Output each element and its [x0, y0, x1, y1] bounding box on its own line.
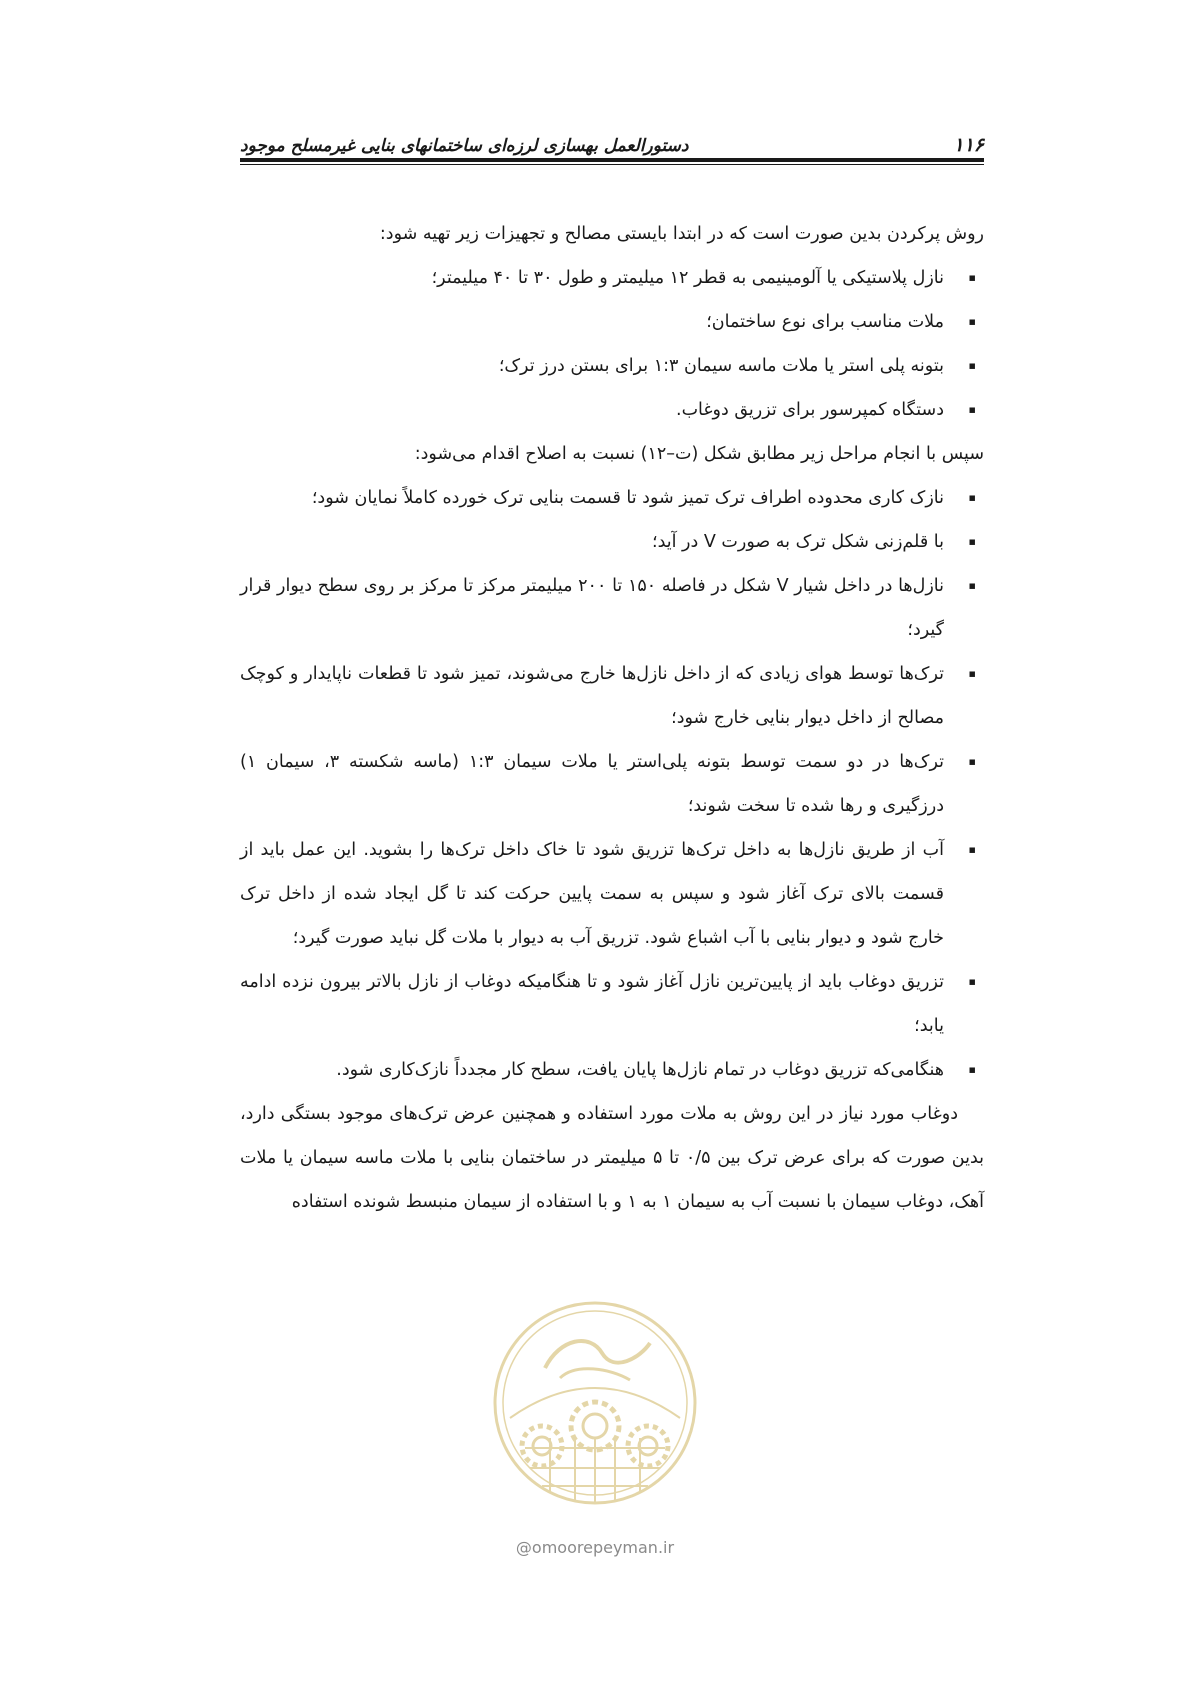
list-item — [240, 476, 976, 520]
header-rule-thick — [240, 158, 984, 162]
bullet-icon: ▪ — [968, 315, 976, 328]
list-item — [240, 652, 976, 740]
bullet-icon: ▪ — [968, 271, 976, 284]
header-rule-thin — [240, 164, 984, 165]
document-body — [240, 212, 984, 1224]
list-item-text: نازک کاری محدوده اطراف ترک تمیز شود تا قسمت بنایی ترک خورده کاملاً نمایان شود؛ — [311, 488, 944, 508]
list-item — [240, 256, 976, 300]
bullet-icon: ▪ — [968, 755, 976, 768]
list-item-text: آب از طریق نازل‌ها به داخل ترک‌ها تزریق شود تا خاک داخل ترک‌ها را بشوید. این عمل باید از قسمت بالای ترک آغاز شود و سپس به سمت پایین حرکت کند تا گل ایجاد شده از داخل ترک خارج شود و دیوار بنایی با آب اشباع شود. تزریق آب به دیوار با ملات گل نباید صورت گیرد؛ — [240, 840, 944, 948]
list-item-text: هنگامی‌که تزریق دوغاب در تمام نازل‌ها پایان یافت، سطح کار مجدداً نازک‌کاری شود. — [336, 1060, 944, 1080]
steps-list — [240, 476, 984, 1092]
steps-intro-paragraph: سپس با انجام مراحل زیر مطابق شکل (ت–۱۲) نسبت به اصلاح اقدام می‌شود: — [414, 444, 984, 464]
watermark-caption: @omoorepeyman.ir — [515, 1538, 675, 1557]
closing-paragraph: دوغاب مورد نیاز در این روش به ملات مورد استفاده و همچنین عرض ترک‌های موجود بستگی دارد، بدین صورت که برای عرض ترک بین ۰/۵ تا ۵ میلیمتر در ساختمان بنایی با ملات ماسه سیمان یا ملات آهک، دوغاب سیمان با نسبت آب به سیمان ۱ به ۱ و با استفاده از سیمان منبسط شونده استفاده — [240, 1104, 985, 1212]
list-item — [240, 300, 976, 344]
header-title: دستورالعمل بهسازی لرزه‌ای ساختمانهای بنایی غیرمسلح موجود — [240, 136, 689, 156]
list-item — [240, 344, 976, 388]
list-item — [240, 740, 976, 828]
bullet-icon: ▪ — [968, 843, 976, 856]
list-item-text: ترک‌ها توسط هوای زیادی که از داخل نازل‌ها خارج می‌شوند، تمیز شود تا قطعات ناپایدار و کوچک مصالح از داخل دیوار بنایی خارج شود؛ — [240, 664, 944, 728]
list-item — [240, 520, 976, 564]
list-item — [240, 564, 976, 652]
bullet-icon: ▪ — [968, 975, 976, 988]
list-item — [240, 388, 976, 432]
list-item — [240, 1048, 976, 1092]
materials-list — [240, 256, 984, 432]
list-item — [240, 960, 976, 1048]
intro-paragraph: روش پرکردن بدین صورت است که در ابتدا بایستی مصالح و تجهیزات زیر تهیه شود: — [379, 224, 984, 244]
list-item — [240, 828, 976, 960]
list-item-text: ترک‌ها در دو سمت توسط بتونه پلی‌استر یا ملات سیمان ۱:۳ (ماسه شکسته ۳، سیمان ۱) درزگیری و رها شده تا سخت شوند؛ — [240, 752, 944, 816]
bullet-icon: ▪ — [968, 1063, 976, 1076]
watermark-logo-icon — [490, 1298, 700, 1508]
list-item-text: دستگاه کمپرسور برای تزریق دوغاب. — [676, 400, 944, 420]
bullet-icon: ▪ — [968, 491, 976, 504]
page-number: ۱۱۶ — [953, 134, 984, 156]
list-item-text: نازل پلاستیکی یا آلومینیمی به قطر ۱۲ میلیمتر و طول ۳۰ تا ۴۰ میلیمتر؛ — [431, 268, 944, 288]
bullet-icon: ▪ — [968, 535, 976, 548]
list-item-text: با قلم‌زنی شکل ترک به صورت V در آید؛ — [652, 532, 944, 552]
list-item-text: تزریق دوغاب باید از پایین‌ترین نازل آغاز شود و تا هنگامیکه دوغاب از نازل بالاتر بیرون نزده ادامه یابد؛ — [240, 972, 944, 1036]
list-item-text: نازل‌ها در داخل شیار V شکل در فاصله ۱۵۰ تا ۲۰۰ میلیمتر مرکز تا مرکز بر روی سطح دیوار قرار گیرد؛ — [240, 576, 945, 640]
bullet-icon: ▪ — [968, 667, 976, 680]
bullet-icon: ▪ — [968, 359, 976, 372]
list-item-text: ملات مناسب برای نوع ساختمان؛ — [706, 312, 944, 332]
list-item-text: بتونه پلی استر یا ملات ماسه سیمان ۱:۳ برای بستن درز ترک؛ — [498, 356, 944, 376]
bullet-icon: ▪ — [968, 403, 976, 416]
page-header — [240, 126, 984, 156]
bullet-icon: ▪ — [968, 579, 976, 592]
